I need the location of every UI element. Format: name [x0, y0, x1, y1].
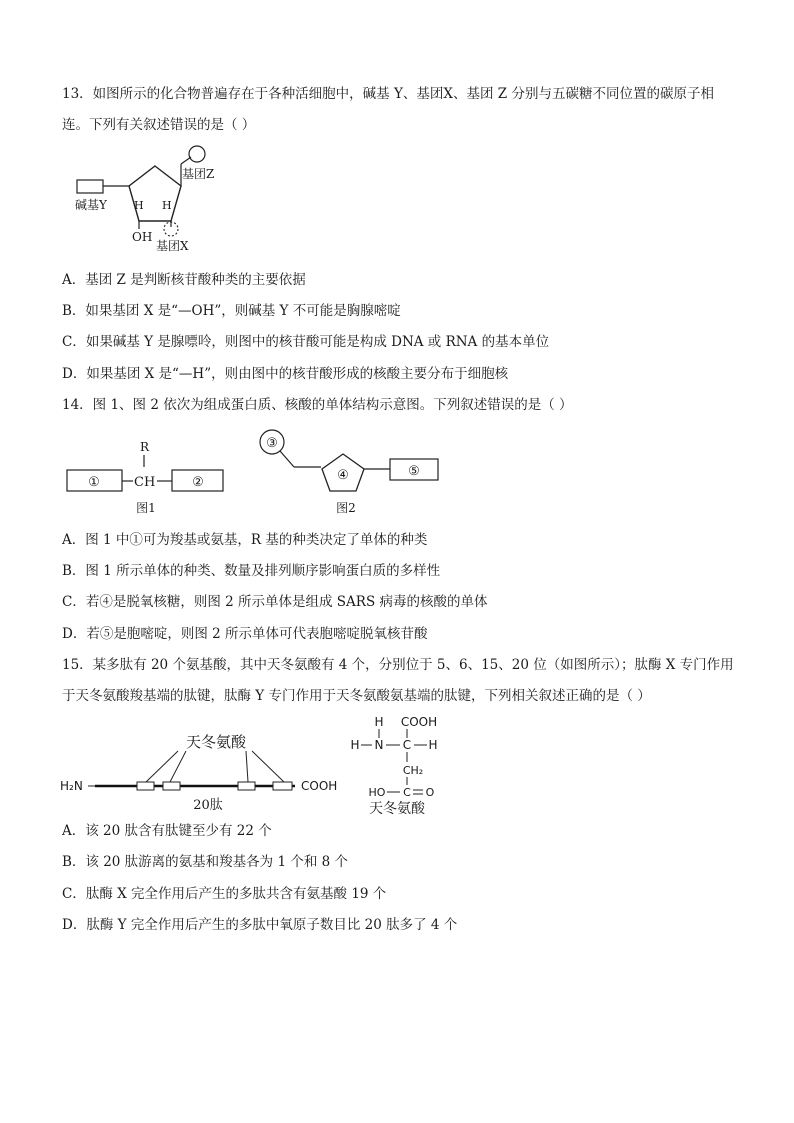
residue-box-20 [273, 782, 292, 790]
q13-option-c: C．如果碱基 Y 是腺嘌呤，则图中的核苷酸可能是构成 DNA 或 RNA 的基本单位 [62, 334, 550, 350]
label-r: R [140, 440, 150, 454]
aspartate-caption: 天冬氨酸 [369, 801, 425, 817]
ho-group: HO [368, 786, 386, 799]
label-oh: OH [132, 230, 153, 244]
q15-option-a: A．该 20 肽含有肽键至少有 22 个 [62, 823, 272, 839]
q14-option-b: B．图 1 所示单体的种类、数量及排列顺序影响蛋白质的多样性 [62, 563, 441, 579]
q13-stem-line2: 连。下列有关叙述错误的是（ ） [62, 117, 256, 133]
c-alpha: C [402, 738, 412, 752]
box-2-label: ② [192, 475, 204, 490]
h-left: H [350, 738, 360, 752]
label-group-x: 基团X [156, 239, 189, 253]
q14-figure-1 [60, 435, 230, 520]
q14-stem: 14．图 1、图 2 依次为组成蛋白质、核酸的单体结构示意图。下列叙述错误的是（ ） [62, 397, 573, 413]
label-group-z: 基团Z [182, 167, 215, 181]
q15-option-d: D．肽酶 Y 完全作用后产生的多肽中氧原子数目比 20 肽多了 4 个 [62, 917, 458, 933]
q13-stem-line1: 13．如图所示的化合物普遍存在于各种活细胞中，碱基 Y、基团X、基团 Z 分别与五碳糖不同位置的碳原子相 [62, 86, 714, 102]
figure-1-caption: 图1 [136, 501, 156, 515]
q15-aspartate-structure [345, 712, 455, 817]
q13-option-a: A．基团 Z 是判断核苷酸种类的主要依据 [62, 272, 306, 288]
label-h-left: H [134, 199, 144, 212]
o-atom: O [425, 786, 435, 799]
box-5-label: ⑤ [408, 464, 420, 479]
aspartate-title: 天冬氨酸 [185, 733, 247, 751]
circle-3-label: ③ [266, 436, 278, 451]
box-1-label: ① [88, 475, 100, 490]
base-y-box [77, 180, 103, 193]
group-z-circle [189, 146, 205, 162]
c-carboxyl: C [403, 786, 411, 799]
pentose-sugar-shape [129, 166, 181, 221]
q15-stem-line2: 于天冬氨酸羧基端的肽键，肽酶 Y 专门作用于天冬氨酸氨基端的肽键，下列相关叙述正确的是（ ） [62, 688, 651, 704]
label-h-right: H [162, 199, 172, 212]
residue-box-5 [137, 782, 154, 790]
residue-box-15 [238, 782, 255, 790]
q15-polypeptide-figure [58, 727, 348, 815]
residue-box-6 [163, 782, 180, 790]
q14-option-a: A．图 1 中①可为羧基或氨基，R 基的种类决定了单体的种类 [62, 532, 428, 548]
n-atom: N [374, 738, 384, 752]
q15-stem-line1: 15．某多肽有 20 个氨基酸，其中天冬氨酸有 4 个，分别位于 5、6、15、20 位（如图所示）；肽酶 X 专门作用 [62, 657, 734, 673]
q14-option-c: C．若④是脱氧核糖，则图 2 所示单体是组成 SARS 病毒的核酸的单体 [62, 594, 488, 610]
label-ch: CH [134, 475, 156, 490]
cooh-label: COOH [301, 779, 338, 793]
20-peptide-caption: 20肽 [193, 798, 223, 813]
q15-option-b: B．该 20 肽游离的氨基和羧基各为 1 个和 8 个 [62, 854, 349, 870]
q13-nucleotide-figure [60, 140, 240, 255]
h-top: H [374, 715, 384, 729]
q15-option-c: C．肽酶 X 完全作用后产生的多肽共含有氨基酸 19 个 [62, 886, 387, 902]
pentagon-4-label: ④ [337, 468, 349, 483]
label-base-y: 碱基Y [75, 198, 107, 212]
cooh-top: COOH [400, 715, 438, 729]
ch2-group: CH₂ [402, 764, 424, 777]
q14-option-d: D．若⑤是胞嘧啶，则图 2 所示单体可代表胞嘧啶脱氧核苷酸 [62, 626, 428, 642]
h-right: H [428, 738, 438, 752]
q13-option-d: D．如果基团 X 是“—H”，则由图中的核苷酸形成的核酸主要分布于细胞核 [62, 366, 509, 382]
q14-figure-2 [250, 425, 450, 520]
q13-option-b: B．如果基团 X 是“—OH”，则碱基 Y 不可能是胸腺嘧啶 [62, 303, 401, 319]
figure-2-caption: 图2 [336, 501, 356, 515]
h2n-label: H₂N [60, 779, 83, 793]
